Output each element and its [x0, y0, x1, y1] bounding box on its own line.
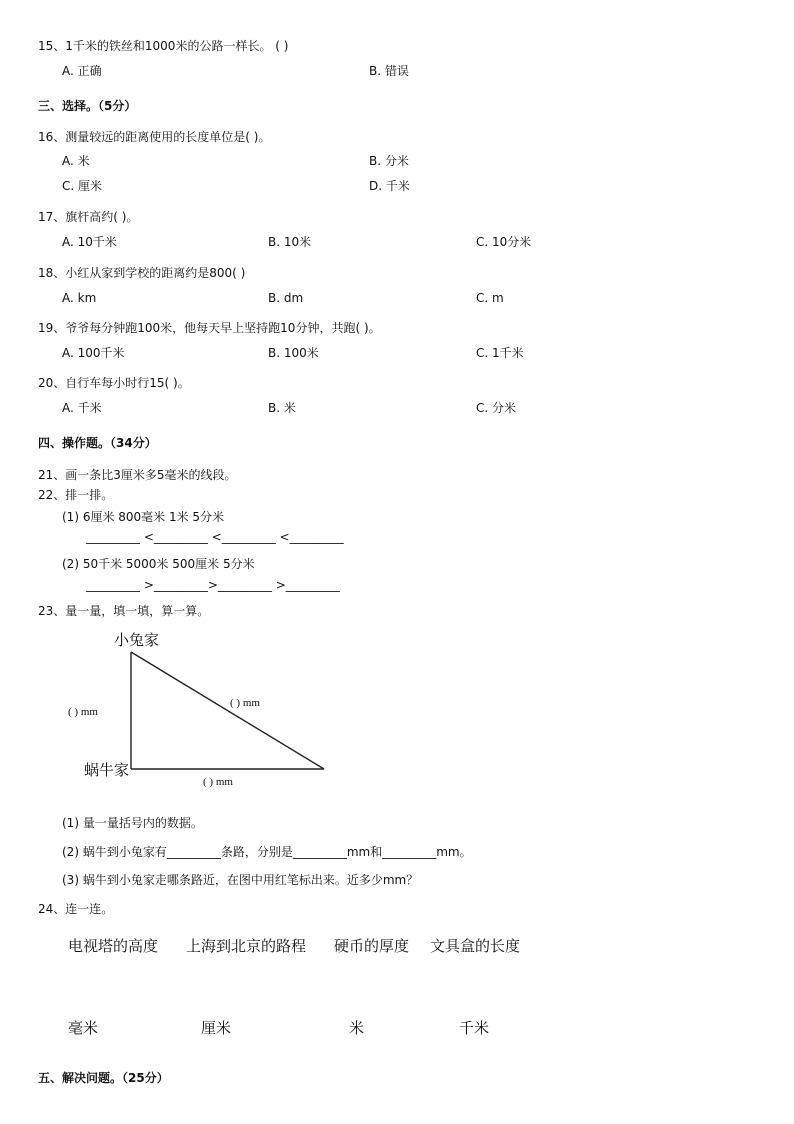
section-5-heading: 五、解决问题。（25分）: [38, 1071, 169, 1085]
q18-stem: 18、小红从家到学校的距离约是800( ): [38, 266, 246, 280]
q16-option-d[interactable]: D. 千米: [369, 179, 410, 193]
snail-home-label: 蜗牛家: [84, 761, 130, 779]
q15-stem: 15、1千米的铁丝和1000米的公路一样长。 ( ): [38, 39, 289, 53]
q20-option-c[interactable]: C. 分米: [476, 401, 517, 415]
q21-stem: 21、画一条比3厘米多5毫米的线段。: [38, 468, 237, 482]
rabbit-home-label: 小兔家: [114, 631, 160, 649]
triangle-hypotenuse: [131, 652, 324, 769]
q19-stem: 19、爷爷每分钟跑100米，他每天早上坚持跑10分钟，共跑( )。: [38, 321, 381, 335]
q18-option-c[interactable]: C. m: [476, 291, 504, 305]
q23-stem: 23、量一量，填一填，算一算。: [38, 604, 210, 618]
match-item-shanghai-beijing[interactable]: 上海到北京的路程: [186, 937, 307, 955]
match-item-coin[interactable]: 硬币的厚度: [334, 937, 410, 955]
q17-option-a[interactable]: A. 10千米: [62, 235, 117, 249]
q22-stem: 22、排一排。: [38, 488, 114, 502]
q22-part1-answer-line[interactable]: _________ <_________ <_________ <_________: [86, 530, 344, 544]
q19-option-a[interactable]: A. 100千米: [62, 346, 125, 360]
q24-stem: 24、连一连。: [38, 902, 114, 916]
hypotenuse-blank[interactable]: ( ) mm: [230, 697, 260, 709]
q18-option-a[interactable]: A. km: [62, 291, 97, 305]
q16-stem: 16、测量较远的距离使用的长度单位是( )。: [38, 130, 271, 144]
q15-option-b[interactable]: B. 错误: [369, 64, 409, 78]
q22-part2-items: (2) 50千米 5000米 500厘米 5分米: [62, 557, 255, 571]
q17-option-c[interactable]: C. 10分米: [476, 235, 532, 249]
q20-stem: 20、自行车每小时行15( )。: [38, 376, 190, 390]
q16-option-b[interactable]: B. 分米: [369, 154, 409, 168]
q15-option-a[interactable]: A. 正确: [62, 64, 102, 78]
vertical-side-blank[interactable]: ( ) mm: [68, 706, 98, 718]
match-unit-m[interactable]: 米: [349, 1019, 365, 1037]
match-item-tv-tower[interactable]: 电视塔的高度: [68, 937, 159, 955]
match-unit-mm[interactable]: 毫米: [68, 1019, 99, 1037]
q20-option-b[interactable]: B. 米: [268, 401, 296, 415]
match-unit-km[interactable]: 千米: [459, 1019, 490, 1037]
q16-option-a[interactable]: A. 米: [62, 154, 90, 168]
q23-sub3: (3) 蜗牛到小兔家走哪条路近，在图中用红笔标出来。近多少mm？: [62, 873, 419, 887]
section-4-heading: 四、操作题。（34分）: [38, 436, 157, 450]
q19-option-b[interactable]: B. 100米: [268, 346, 319, 360]
q23-sub1: (1) 量一量括号内的数据。: [62, 816, 203, 830]
q16-option-c[interactable]: C. 厘米: [62, 179, 103, 193]
base-side-blank[interactable]: ( ) mm: [203, 776, 233, 788]
q17-option-b[interactable]: B. 10米: [268, 235, 312, 249]
section-3-heading: 三、选择。（5分）: [38, 99, 137, 113]
q23-sub2: (2) 蜗牛到小兔家有_________条路，分别是_________mm和_________mm。: [62, 845, 472, 859]
q18-option-b[interactable]: B. dm: [268, 291, 304, 305]
q22-part1-items: (1) 6厘米 800毫米 1米 5分米: [62, 510, 225, 524]
q19-option-c[interactable]: C. 1千米: [476, 346, 524, 360]
q22-part2-answer-line[interactable]: _________ >_________>_________ >_________: [86, 578, 340, 592]
match-item-pencil-box[interactable]: 文具盒的长度: [430, 937, 521, 955]
q20-option-a[interactable]: A. 千米: [62, 401, 102, 415]
match-unit-cm[interactable]: 厘米: [201, 1019, 232, 1037]
q17-stem: 17、旗杆高约( )。: [38, 210, 139, 224]
